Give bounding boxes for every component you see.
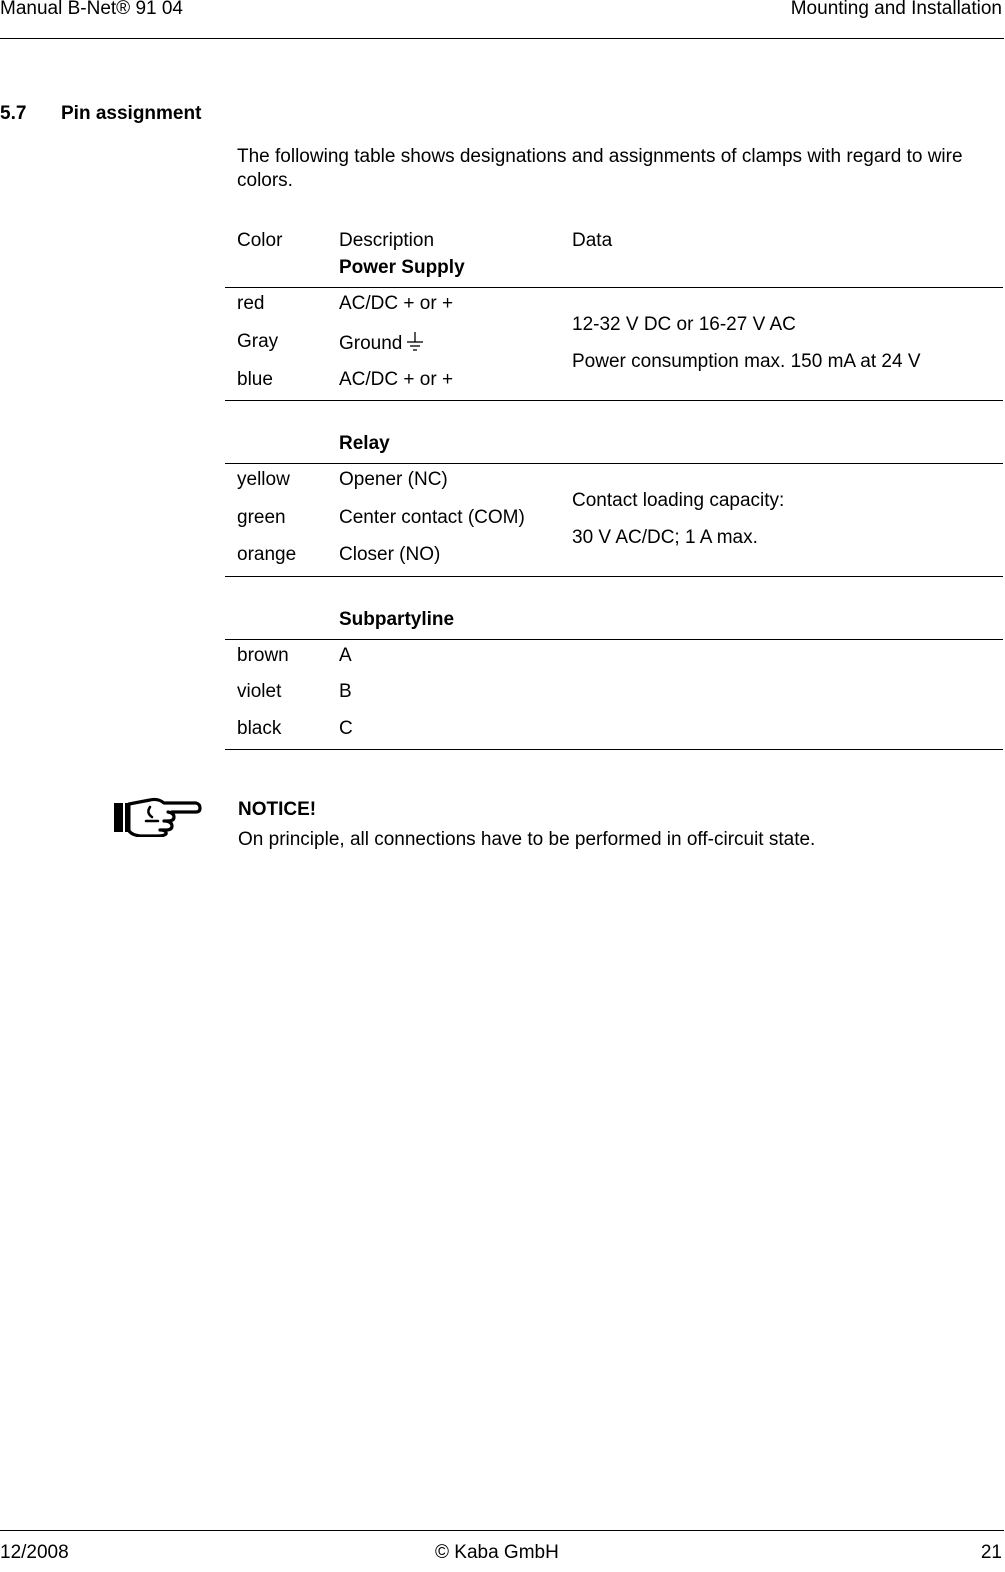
data-line: 12-32 V DC or 16-27 V AC (572, 314, 796, 335)
table-row (225, 681, 1003, 711)
column-header-color: Color (237, 230, 283, 251)
section-title: Pin assignment (61, 103, 202, 124)
wire-color: Gray (237, 331, 279, 352)
wire-description: AC/DC + or + (339, 293, 454, 314)
relay-data (572, 482, 784, 556)
intro-paragraph: The following table shows designations and assignments of clamps with regard to wire colors. (237, 146, 963, 191)
group-title-power-supply: Power Supply (225, 256, 1003, 288)
header-chapter-title: Mounting and Installation (790, 0, 1002, 19)
wire-description: A (339, 645, 352, 666)
ground-symbol-icon (406, 331, 424, 351)
wire-description: B (339, 681, 352, 702)
header-manual-title: Manual B-Net® 91 04 (0, 0, 183, 19)
wire-color: orange (237, 544, 297, 565)
wire-description: Ground (339, 331, 424, 355)
page-footer (0, 1530, 1004, 1572)
table-row (225, 718, 1003, 748)
group-title-relay: Relay (225, 432, 1003, 464)
data-line: Power consumption max. 150 mA at 24 V (572, 351, 921, 372)
group-relay (225, 464, 1003, 577)
wire-color: violet (237, 681, 282, 702)
pointing-hand-icon (112, 795, 202, 837)
wire-color: brown (237, 645, 289, 666)
group-power-supply (225, 288, 1003, 401)
pin-assignment-table (225, 228, 1003, 750)
group-subpartyline (225, 640, 1003, 750)
page-header (0, 0, 1004, 39)
power-supply-data (572, 306, 921, 380)
wire-color: red (237, 293, 265, 314)
column-header-data: Data (572, 230, 613, 251)
wire-color: black (237, 718, 282, 739)
table-header-row (225, 228, 1003, 256)
wire-color: blue (237, 369, 273, 390)
column-header-description: Description (339, 230, 435, 251)
group-title-subpartyline: Subpartyline (225, 608, 1003, 640)
table-row (225, 645, 1003, 675)
data-line: 30 V AC/DC; 1 A max. (572, 527, 758, 548)
wire-description: AC/DC + or + (339, 369, 454, 390)
notice-title: NOTICE! (238, 799, 317, 820)
footer-copyright: © Kaba GmbH (435, 1542, 559, 1563)
data-line: Contact loading capacity: (572, 490, 785, 511)
wire-description: Closer (NO) (339, 544, 441, 565)
wire-color: yellow (237, 469, 290, 490)
wire-description: Opener (NC) (339, 469, 448, 490)
wire-color: green (237, 507, 286, 528)
wire-description: C (339, 718, 353, 739)
wire-description: Center contact (COM) (339, 507, 525, 528)
section-number: 5.7 (0, 103, 27, 124)
notice-text: On principle, all connections have to be performed in off-circuit state. (238, 829, 816, 850)
footer-date: 12/2008 (0, 1542, 69, 1563)
page-number: 21 (980, 1542, 1002, 1563)
